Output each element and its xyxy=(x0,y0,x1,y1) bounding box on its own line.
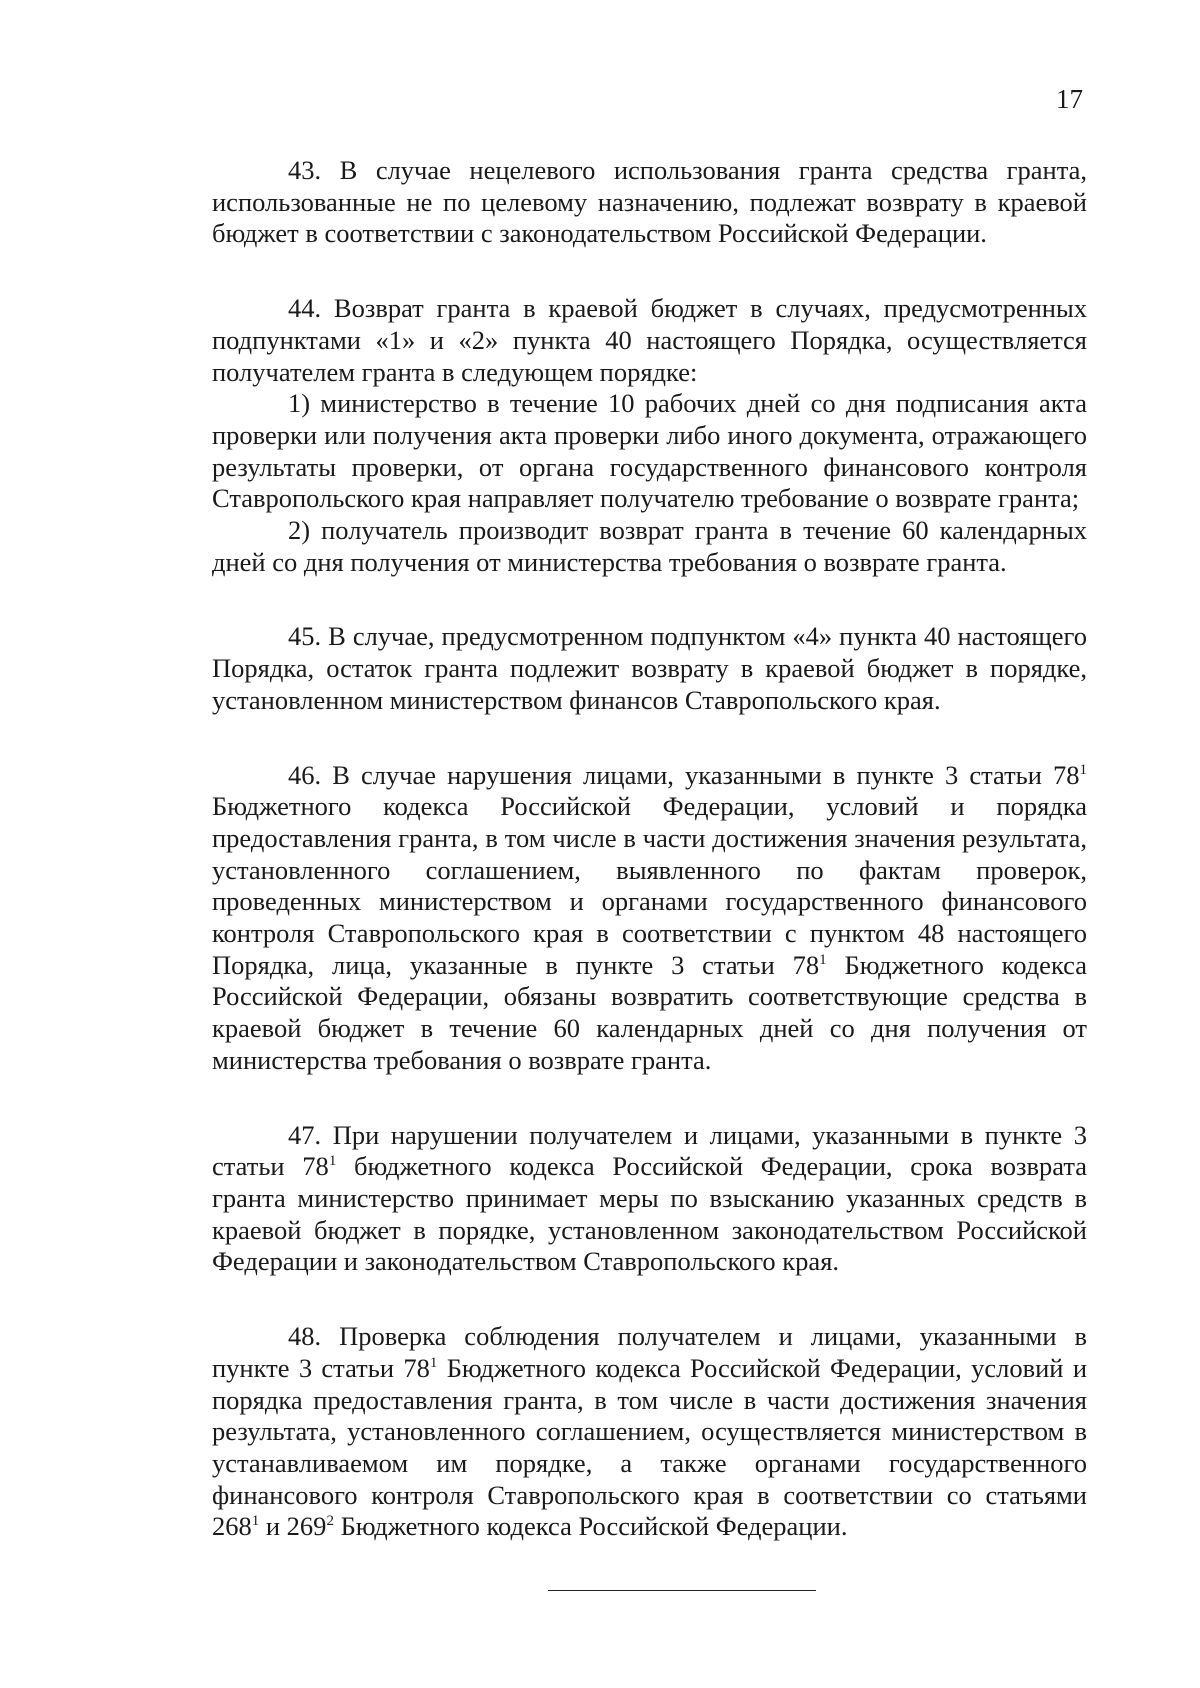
paragraph-43: 43. В случае нецелевого использования гранта средства гранта, использованные не по целевому назначению, подлежат возврату в краевой бюджет в соответствии с законодательством Российской Федерации. xyxy=(212,155,1087,249)
end-separator-line xyxy=(548,1590,816,1591)
paragraph-48-text-d: Бюджетного кодекса Российской Федерации. xyxy=(333,1511,848,1542)
superscript: 2 xyxy=(326,1513,334,1530)
paragraph-48-text-a: 48. Проверка соблюдения получателем и лицами, указанными в пункте 3 статьи 78 xyxy=(212,1321,1087,1383)
paragraph-47-text-b: бюджетного кодекса Российской Федерации, срока возврата гранта министерство принимает меры по взысканию указанных средств в краевой бюджет в порядке, установленном законодательством Российской Федерации и законодательством Ставропольского края. xyxy=(212,1151,1087,1277)
paragraph-47 xyxy=(212,1120,1087,1279)
paragraph-45: 45. В случае, предусмотренном подпунктом «4» пункта 40 настоящего Порядка, остаток гранта подлежит возврату в краевой бюджет в порядке, установленном министерством финансов Ставропольского края. xyxy=(212,621,1087,715)
paragraph-46-text-c: Бюджетного кодекса Российской Федерации, обязаны возвратить соответствующие средства в краевой бюджет в течение 60 календарных дней со дня получения от министерства требования о возврате гранта. xyxy=(212,949,1088,1075)
paragraph-44-block xyxy=(212,293,1087,578)
superscript: 1 xyxy=(251,1513,260,1530)
paragraph-44-item-1: 1) министерство в течение 10 рабочих дней со дня подписания акта проверки или получения акта проверки либо иного документа, отражающего результаты проверки, от органа государственного финансового контроля Ставропольского края направляет получателю требование о возврате гранта; xyxy=(212,388,1087,514)
paragraph-48 xyxy=(212,1321,1087,1543)
superscript: 1 xyxy=(429,1354,438,1371)
paragraph-46-text-a: 46. В случае нарушения лицами, указанными в пункте 3 статьи 78 xyxy=(288,759,1080,790)
superscript: 1 xyxy=(1079,761,1087,778)
document-body xyxy=(212,155,1087,1543)
paragraph-47-text-a: 47. При нарушении получателем и лицами, указанными в пункте 3 статьи 78 xyxy=(212,1119,1087,1182)
paragraph-48-text-b: Бюджетного кодекса Российской Федерации, условий и порядка предоставления гранта, в том числе в части достижения значения результата, установленного соглашением, осуществляется министерством в устанавливаемом им порядке, а также органами государственного финансового контроля Ставропольского края в соответствии со статьями 268 xyxy=(212,1352,1087,1542)
paragraph-44-intro: 44. Возврат гранта в краевой бюджет в случаях, предусмотренных подпунктами «1» и «2» пункта 40 настоящего Порядка, осуществляется получателем гранта в следующем порядке: xyxy=(212,293,1087,387)
superscript: 1 xyxy=(328,1153,337,1170)
paragraph-46 xyxy=(212,760,1087,1077)
page-number: 17 xyxy=(1056,84,1083,114)
superscript: 1 xyxy=(819,951,827,968)
paragraph-48-text-c: и 269 xyxy=(259,1511,327,1542)
paragraph-44-item-2: 2) получатель производит возврат гранта в течение 60 календарных дней со дня получения от министерства требования о возврате гранта. xyxy=(212,515,1087,577)
paragraph-46-text-b: Бюджетного кодекса Российской Федерации, условий и порядка предоставления гранта, в том числе в части достижения значения результата, установленного соглашением, выявленного по фактам проверок, проведенных министерством и органами государственного финансового контроля Ставропольского края в соответствии с пунктом 48 настоящего Порядка, лица, указанные в пункте 3 статьи 78 xyxy=(212,791,1087,980)
